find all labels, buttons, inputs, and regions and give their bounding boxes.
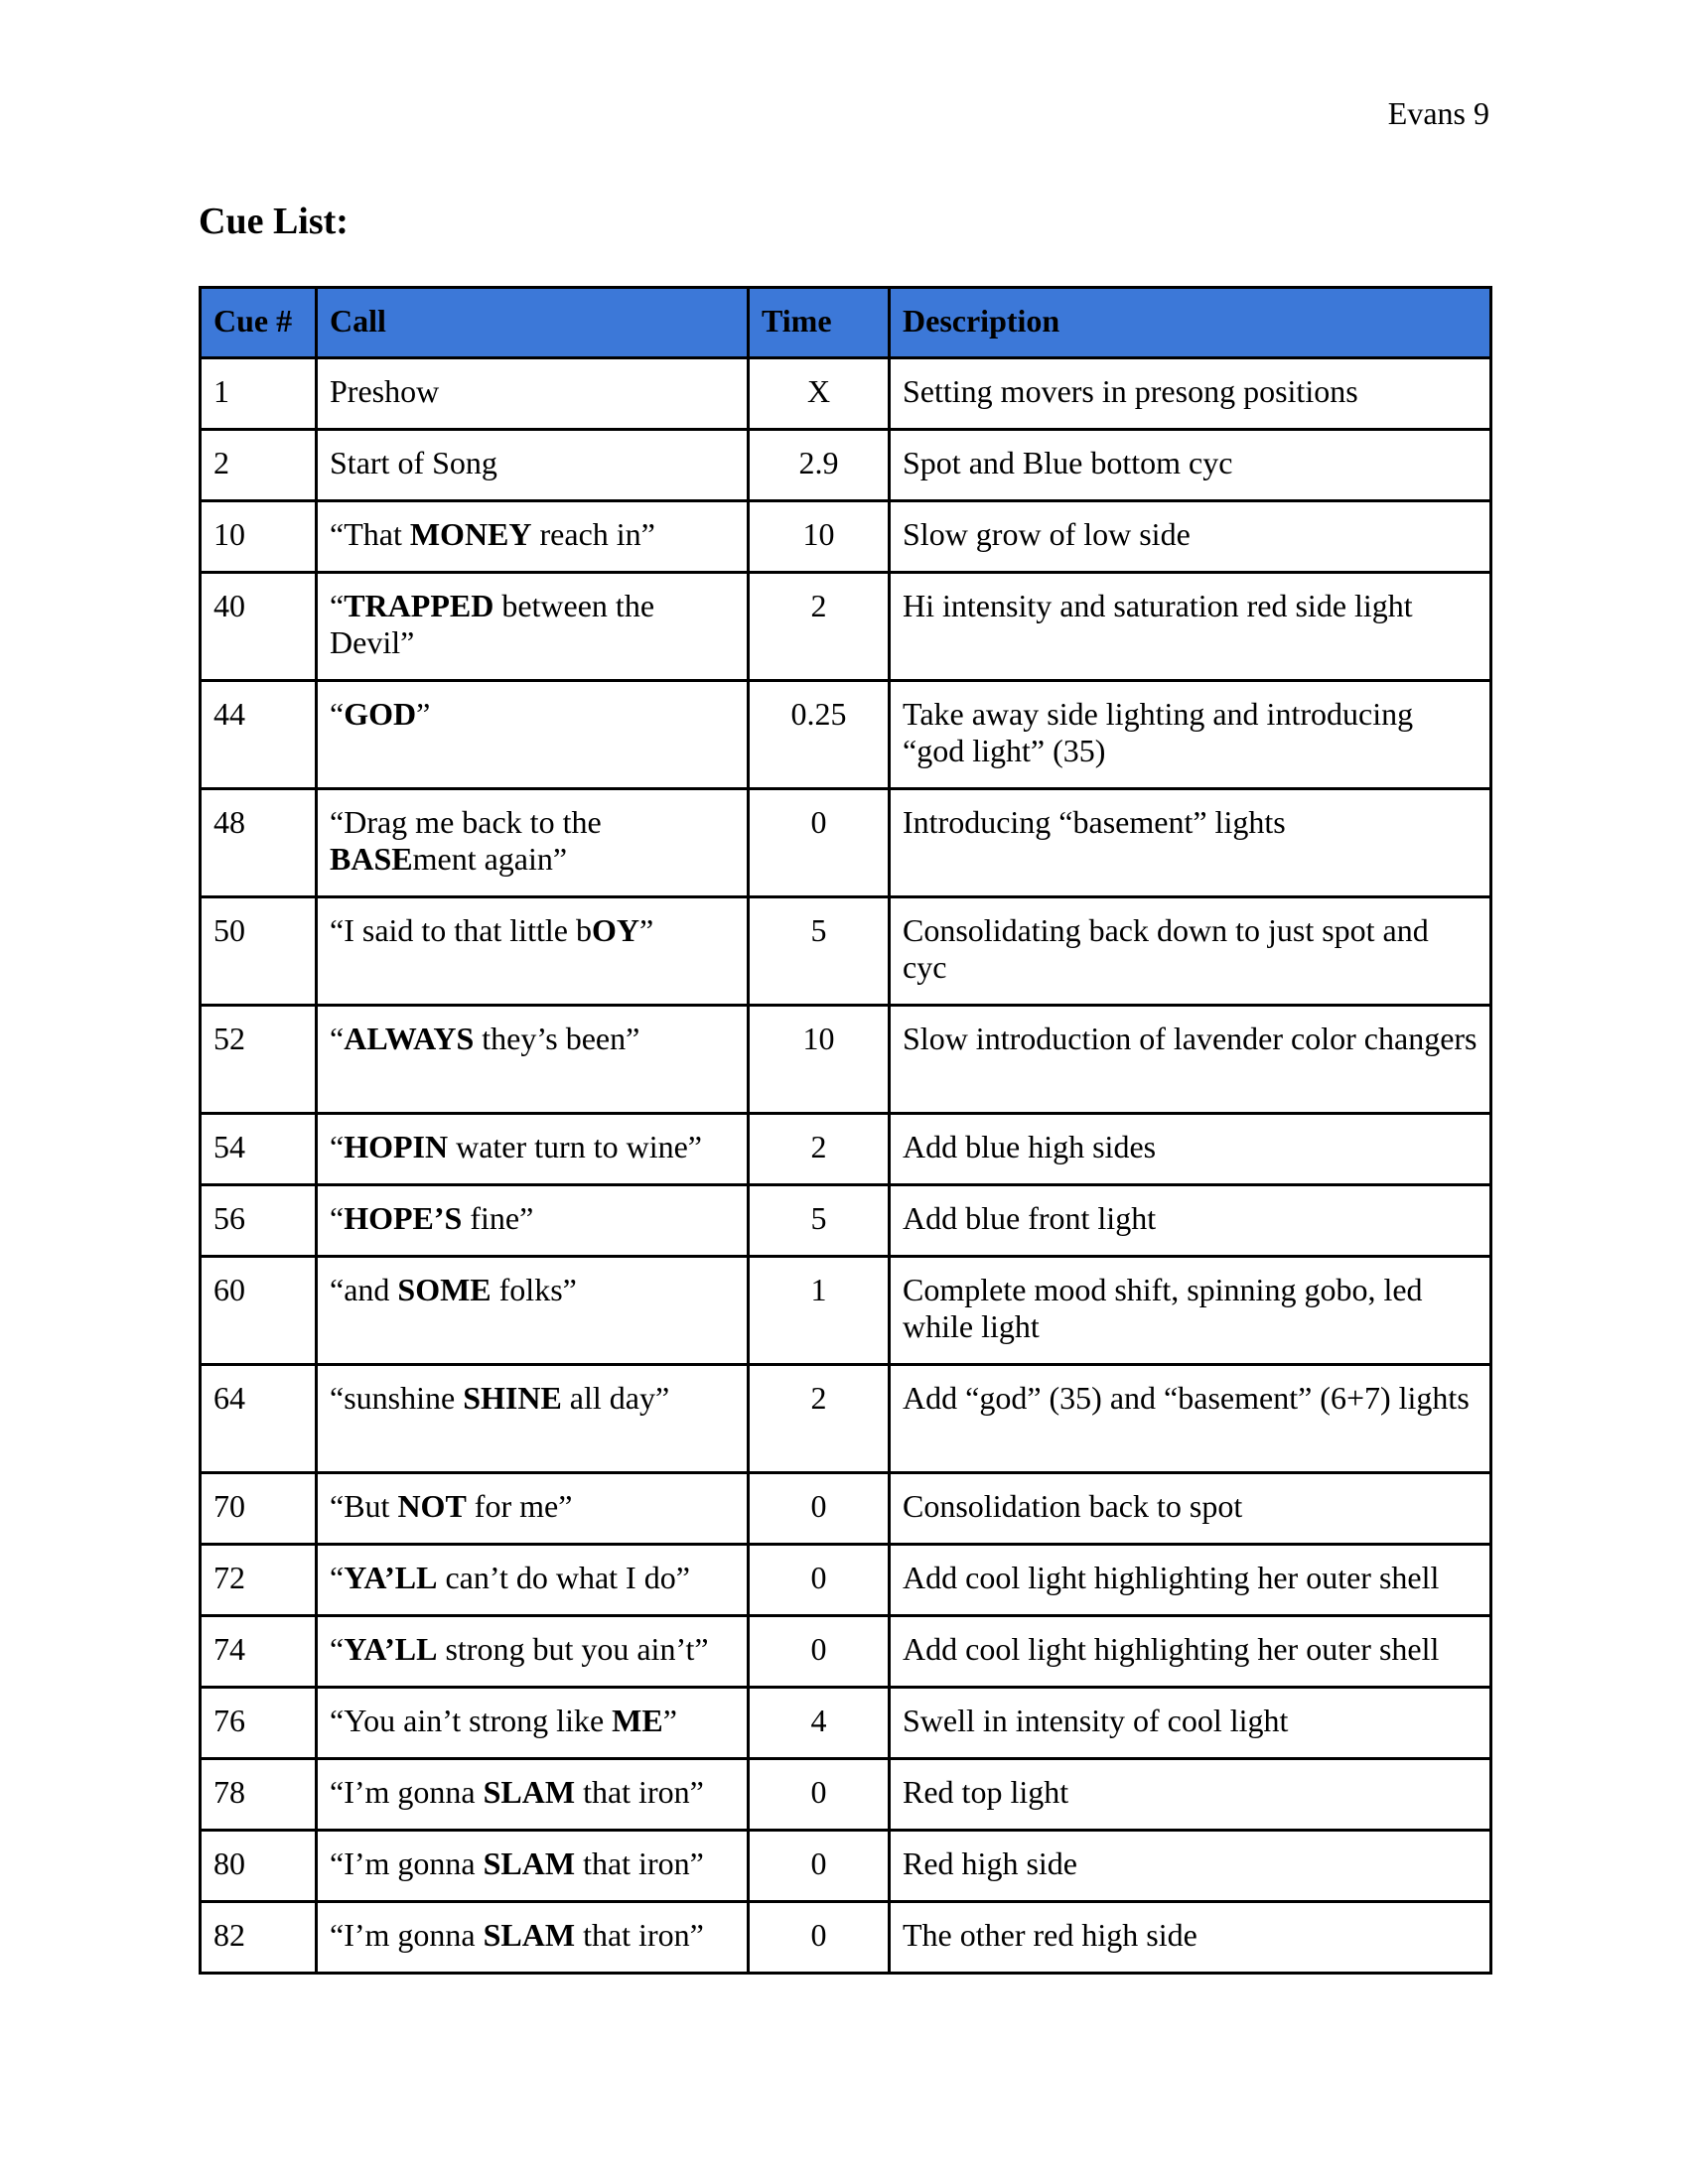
time-cell: 10 <box>749 1006 890 1114</box>
call-text: can’t do what I do” <box>437 1560 690 1595</box>
call-cell <box>317 430 749 501</box>
cue-number-cell: 60 <box>201 1257 317 1365</box>
call-cell <box>317 1473 749 1545</box>
table-row <box>201 1473 1491 1545</box>
header-description: Description <box>890 288 1491 358</box>
table-header-row <box>201 288 1491 358</box>
call-cell <box>317 358 749 430</box>
description-cell: Swell in intensity of cool light <box>890 1688 1491 1759</box>
time-cell: 2 <box>749 1114 890 1185</box>
call-cell <box>317 789 749 897</box>
time-cell: 2 <box>749 573 890 681</box>
cue-list-table <box>199 286 1492 1975</box>
call-cell <box>317 897 749 1006</box>
call-emphasis: SLAM <box>483 1917 576 1953</box>
call-text: fine” <box>462 1200 534 1236</box>
call-text: strong but you ain’t” <box>437 1631 709 1667</box>
cue-number-cell: 56 <box>201 1185 317 1257</box>
description-cell: Slow introduction of lavender color changers <box>890 1006 1491 1114</box>
table-row <box>201 1114 1491 1185</box>
call-text: “I’m gonna <box>330 1917 484 1953</box>
page-header-label: Evans 9 <box>1387 95 1489 131</box>
call-text: “sunshine <box>330 1380 464 1416</box>
time-cell: 10 <box>749 501 890 573</box>
call-emphasis: SHINE <box>463 1380 562 1416</box>
call-text: they’s been” <box>474 1021 640 1056</box>
description-cell: Setting movers in presong positions <box>890 358 1491 430</box>
time-cell: 0 <box>749 1831 890 1902</box>
cue-number-cell: 2 <box>201 430 317 501</box>
table-row <box>201 1616 1491 1688</box>
time-cell: 0.25 <box>749 681 890 789</box>
table-row <box>201 430 1491 501</box>
call-text: “ <box>330 588 345 623</box>
time-cell: 2 <box>749 1365 890 1473</box>
table-row <box>201 789 1491 897</box>
description-cell: Hi intensity and saturation red side light <box>890 573 1491 681</box>
table-row <box>201 573 1491 681</box>
table-row <box>201 358 1491 430</box>
table-row <box>201 897 1491 1006</box>
time-cell: 0 <box>749 1545 890 1616</box>
call-emphasis: SLAM <box>483 1845 576 1881</box>
table-row <box>201 1831 1491 1902</box>
cue-number-cell: 54 <box>201 1114 317 1185</box>
call-cell <box>317 501 749 573</box>
cue-number-cell: 44 <box>201 681 317 789</box>
cue-number-cell: 70 <box>201 1473 317 1545</box>
call-text: “That <box>330 516 410 552</box>
call-text: “ <box>330 1560 345 1595</box>
table-row <box>201 501 1491 573</box>
call-emphasis: GOD <box>344 696 417 732</box>
call-cell <box>317 1545 749 1616</box>
cue-number-cell: 64 <box>201 1365 317 1473</box>
call-text: “Drag me back to the <box>330 804 602 840</box>
call-cell <box>317 1006 749 1114</box>
call-emphasis: OY <box>591 912 639 948</box>
table-row <box>201 1365 1491 1473</box>
time-cell: 0 <box>749 1759 890 1831</box>
table-row <box>201 1759 1491 1831</box>
call-text: “You ain’t strong like <box>330 1703 613 1738</box>
table-row <box>201 1006 1491 1114</box>
time-cell: 0 <box>749 789 890 897</box>
header-call: Call <box>317 288 749 358</box>
call-emphasis: SLAM <box>483 1774 576 1810</box>
cue-number-cell: 48 <box>201 789 317 897</box>
description-cell: Add “god” (35) and “basement” (6+7) lights <box>890 1365 1491 1473</box>
call-emphasis: BASE <box>330 841 413 877</box>
call-emphasis: TRAPPED <box>344 588 494 623</box>
description-cell: Add cool light highlighting her outer shell <box>890 1616 1491 1688</box>
call-cell <box>317 681 749 789</box>
call-cell <box>317 1257 749 1365</box>
description-cell: Add cool light highlighting her outer shell <box>890 1545 1491 1616</box>
time-cell: 4 <box>749 1688 890 1759</box>
table-row <box>201 1257 1491 1365</box>
call-text: all day” <box>561 1380 670 1416</box>
cue-number-cell: 10 <box>201 501 317 573</box>
description-cell: Take away side lighting and introducing “god light” (35) <box>890 681 1491 789</box>
call-text: reach in” <box>531 516 655 552</box>
call-emphasis: NOT <box>397 1488 467 1524</box>
table-body <box>201 358 1491 1974</box>
header-time: Time <box>749 288 890 358</box>
cue-number-cell: 82 <box>201 1902 317 1974</box>
table-row <box>201 681 1491 789</box>
table-row <box>201 1688 1491 1759</box>
time-cell: 0 <box>749 1473 890 1545</box>
call-text: ” <box>662 1703 677 1738</box>
description-cell: The other red high side <box>890 1902 1491 1974</box>
call-text: “I’m gonna <box>330 1845 484 1881</box>
call-text: water turn to wine” <box>448 1129 702 1164</box>
description-cell: Red high side <box>890 1831 1491 1902</box>
call-text: Preshow <box>330 373 440 409</box>
time-cell: 5 <box>749 1185 890 1257</box>
time-cell: 5 <box>749 897 890 1006</box>
call-text: that iron” <box>575 1774 704 1810</box>
time-cell: 1 <box>749 1257 890 1365</box>
call-cell <box>317 1688 749 1759</box>
section-title: Cue List: <box>199 201 349 242</box>
table-row <box>201 1902 1491 1974</box>
description-cell: Add blue high sides <box>890 1114 1491 1185</box>
call-emphasis: YA’LL <box>344 1560 438 1595</box>
time-cell: 0 <box>749 1902 890 1974</box>
cue-number-cell: 50 <box>201 897 317 1006</box>
cue-number-cell: 52 <box>201 1006 317 1114</box>
call-text: for me” <box>466 1488 573 1524</box>
time-cell: 2.9 <box>749 430 890 501</box>
call-text: ” <box>416 696 431 732</box>
call-text: that iron” <box>575 1917 704 1953</box>
description-cell: Consolidating back down to just spot and cyc <box>890 897 1491 1006</box>
description-cell: Complete mood shift, spinning gobo, led while light <box>890 1257 1491 1365</box>
cue-number-cell: 74 <box>201 1616 317 1688</box>
call-text: “ <box>330 1631 345 1667</box>
call-text: “ <box>330 1200 345 1236</box>
call-emphasis: HOPIN <box>344 1129 449 1164</box>
call-text: “But <box>330 1488 398 1524</box>
call-cell <box>317 1114 749 1185</box>
call-cell <box>317 1365 749 1473</box>
description-cell: Introducing “basement” lights <box>890 789 1491 897</box>
cue-number-cell: 78 <box>201 1759 317 1831</box>
call-text: “ <box>330 696 345 732</box>
call-text: “ <box>330 1021 345 1056</box>
call-emphasis: HOPE’S <box>344 1200 463 1236</box>
call-emphasis: YA’LL <box>344 1631 438 1667</box>
call-cell <box>317 1759 749 1831</box>
call-cell <box>317 1902 749 1974</box>
description-cell: Add blue front light <box>890 1185 1491 1257</box>
call-text: between the Devil” <box>330 588 655 660</box>
cue-number-cell: 40 <box>201 573 317 681</box>
time-cell: X <box>749 358 890 430</box>
call-text: that iron” <box>575 1845 704 1881</box>
call-cell <box>317 573 749 681</box>
call-cell <box>317 1616 749 1688</box>
call-text: ” <box>638 912 654 948</box>
description-cell: Red top light <box>890 1759 1491 1831</box>
description-cell: Consolidation back to spot <box>890 1473 1491 1545</box>
call-text: Start of Song <box>330 445 497 480</box>
call-text: folks” <box>491 1272 577 1307</box>
description-cell: Spot and Blue bottom cyc <box>890 430 1491 501</box>
call-emphasis: ME <box>612 1703 663 1738</box>
call-text: “ <box>330 1129 345 1164</box>
description-cell: Slow grow of low side <box>890 501 1491 573</box>
call-emphasis: MONEY <box>409 516 532 552</box>
call-text: “and <box>330 1272 398 1307</box>
call-text: “I’m gonna <box>330 1774 484 1810</box>
time-cell: 0 <box>749 1616 890 1688</box>
call-cell <box>317 1185 749 1257</box>
cue-number-cell: 76 <box>201 1688 317 1759</box>
call-emphasis: ALWAYS <box>344 1021 475 1056</box>
call-text: ment again” <box>412 841 568 877</box>
call-emphasis: SOME <box>397 1272 492 1307</box>
header-cue-number: Cue # <box>201 288 317 358</box>
table-row <box>201 1545 1491 1616</box>
call-text: “I said to that little b <box>330 912 592 948</box>
cue-number-cell: 80 <box>201 1831 317 1902</box>
cue-number-cell: 1 <box>201 358 317 430</box>
call-cell <box>317 1831 749 1902</box>
table-row <box>201 1185 1491 1257</box>
cue-number-cell: 72 <box>201 1545 317 1616</box>
